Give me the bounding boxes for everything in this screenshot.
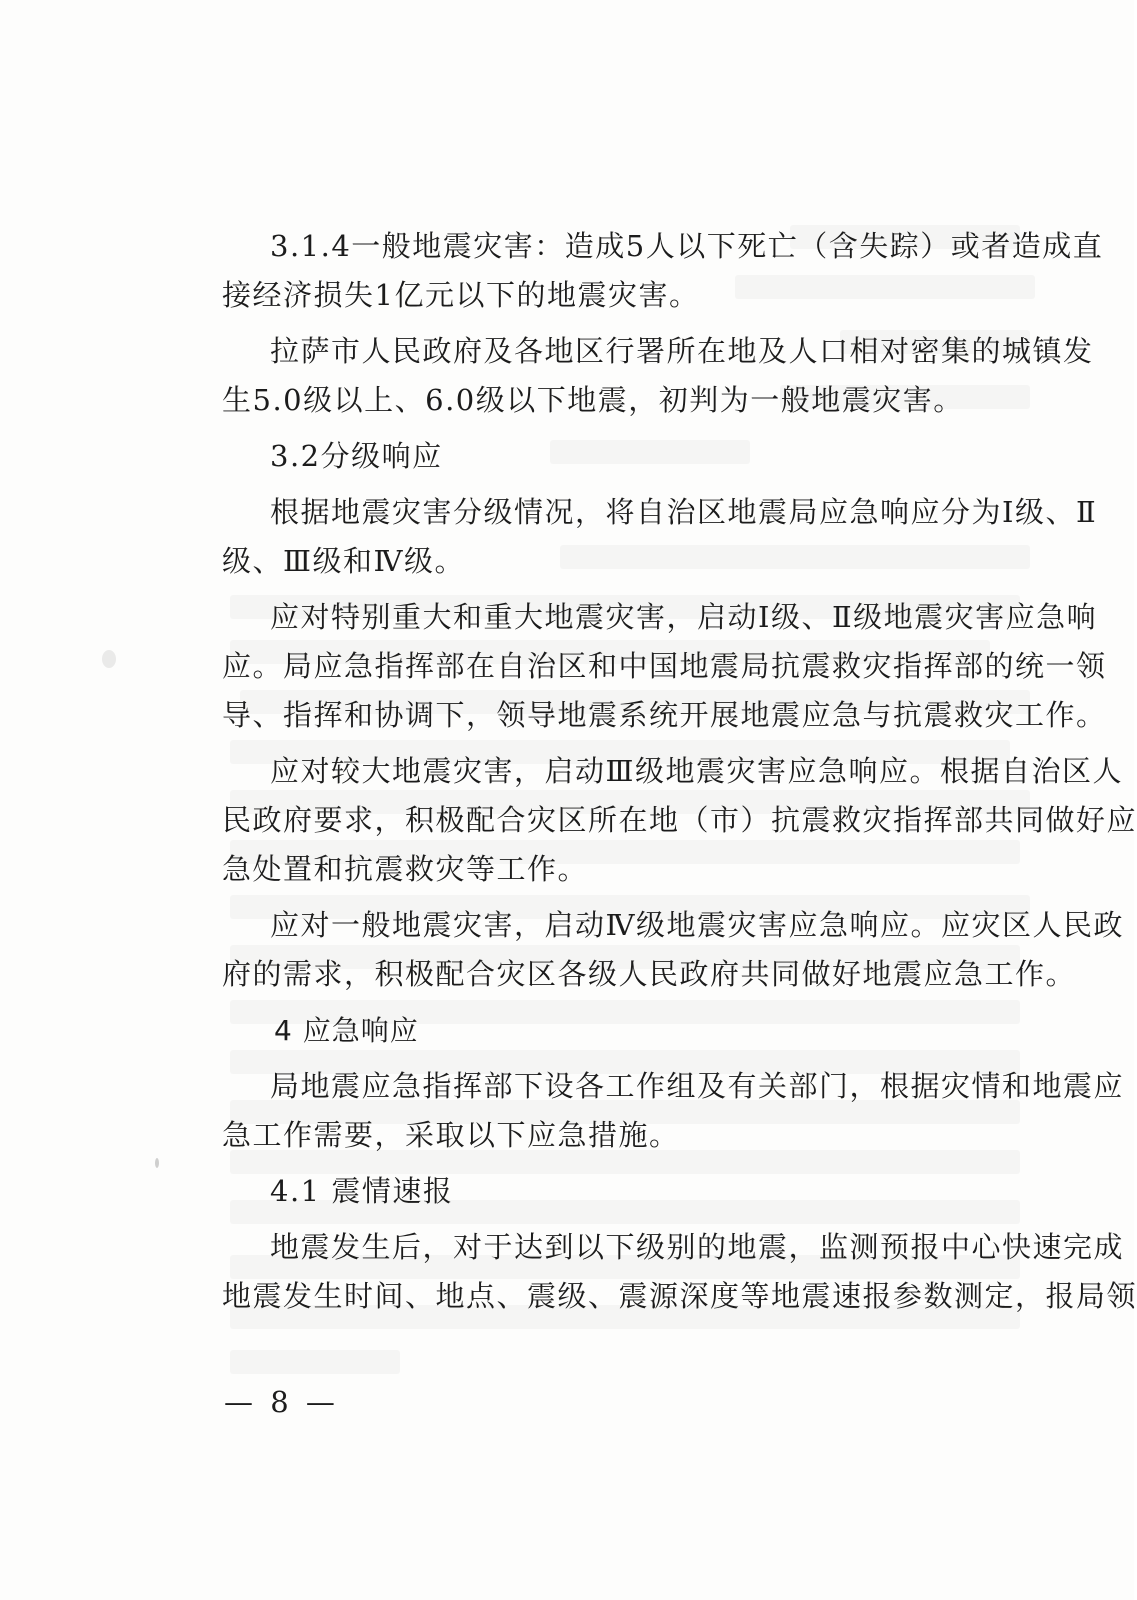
- paragraph-line: 应。局应急指挥部在自治区和中国地震局抗震救灾指挥部的统一领: [222, 649, 1107, 683]
- paragraph-level-3: [222, 747, 1137, 894]
- paragraph-line: 民政府要求，积极配合灾区所在地（市）抗震救灾指挥部共同做好应: [222, 803, 1137, 837]
- paragraph-line: 地震发生后，对于达到以下级别的地震，监测预报中心快速完成: [270, 1230, 1125, 1264]
- section-heading: 4.1 震情速报: [270, 1174, 454, 1208]
- section-4-title: 4 应急响应: [274, 1014, 419, 1047]
- scan-speck: [155, 1158, 159, 1168]
- scan-speck: [102, 650, 116, 668]
- paragraph-line: 根据地震灾害分级情况，将自治区地震局应急响应分为Ⅰ级、Ⅱ: [270, 495, 1098, 529]
- paragraph-line: 应对较大地震灾害，启动Ⅲ级地震灾害应急响应。根据自治区人: [270, 754, 1123, 788]
- page-number: — 8 —: [224, 1385, 339, 1419]
- paragraph-3-1-4: [222, 222, 1104, 320]
- paragraph-line: 应对一般地震灾害，启动Ⅳ级地震灾害应急响应。应灾区人民政: [270, 908, 1124, 942]
- paragraph-line: 急工作需要，采取以下应急措施。: [222, 1118, 680, 1152]
- heading-4-1: [222, 1167, 1017, 1216]
- paragraph-line: 拉萨市人民政府及各地区行署所在地及人口相对密集的城镇发: [270, 334, 1094, 368]
- paragraph-line: 府的需求，积极配合灾区各级人民政府共同做好地震应急工作。: [222, 957, 1077, 991]
- section-heading: 3.2分级响应: [270, 439, 443, 473]
- paragraph-4-1-body: [222, 1223, 1137, 1321]
- paragraph-line: 导、指挥和协调下，领导地震系统开展地震应急与抗震救灾工作。: [222, 698, 1107, 732]
- paragraph-line: 生5.0级以上、6.0级以下地震，初判为一般地震灾害。: [222, 383, 964, 417]
- paragraph-line: 3.1.4一般地震灾害：造成5人以下死亡（含失踪）或者造成直: [270, 229, 1104, 263]
- paragraph-line: 局地震应急指挥部下设各工作组及有关部门，根据灾情和地震应: [270, 1069, 1125, 1103]
- paragraph-4-intro: [222, 1062, 1125, 1160]
- paragraph-line: 级、Ⅲ级和Ⅳ级。: [222, 544, 465, 578]
- heading-3-2: [222, 432, 1017, 481]
- paragraph-line: 地震发生时间、地点、震级、震源深度等地震速报参数测定，报局领: [222, 1279, 1137, 1313]
- paragraph-line: 应对特别重大和重大地震灾害，启动Ⅰ级、Ⅱ级地震灾害应急响: [270, 600, 1098, 634]
- paragraph-levels: [222, 488, 1098, 586]
- paragraph-line: 接经济损失1亿元以下的地震灾害。: [222, 278, 700, 312]
- paragraph-level-4: [222, 901, 1124, 999]
- document-body: [222, 222, 1137, 1328]
- paragraph-line: 急处置和抗震救灾等工作。: [222, 852, 589, 886]
- paragraph-level-1-2: [222, 593, 1107, 740]
- paragraph-lhasa: [222, 327, 1094, 425]
